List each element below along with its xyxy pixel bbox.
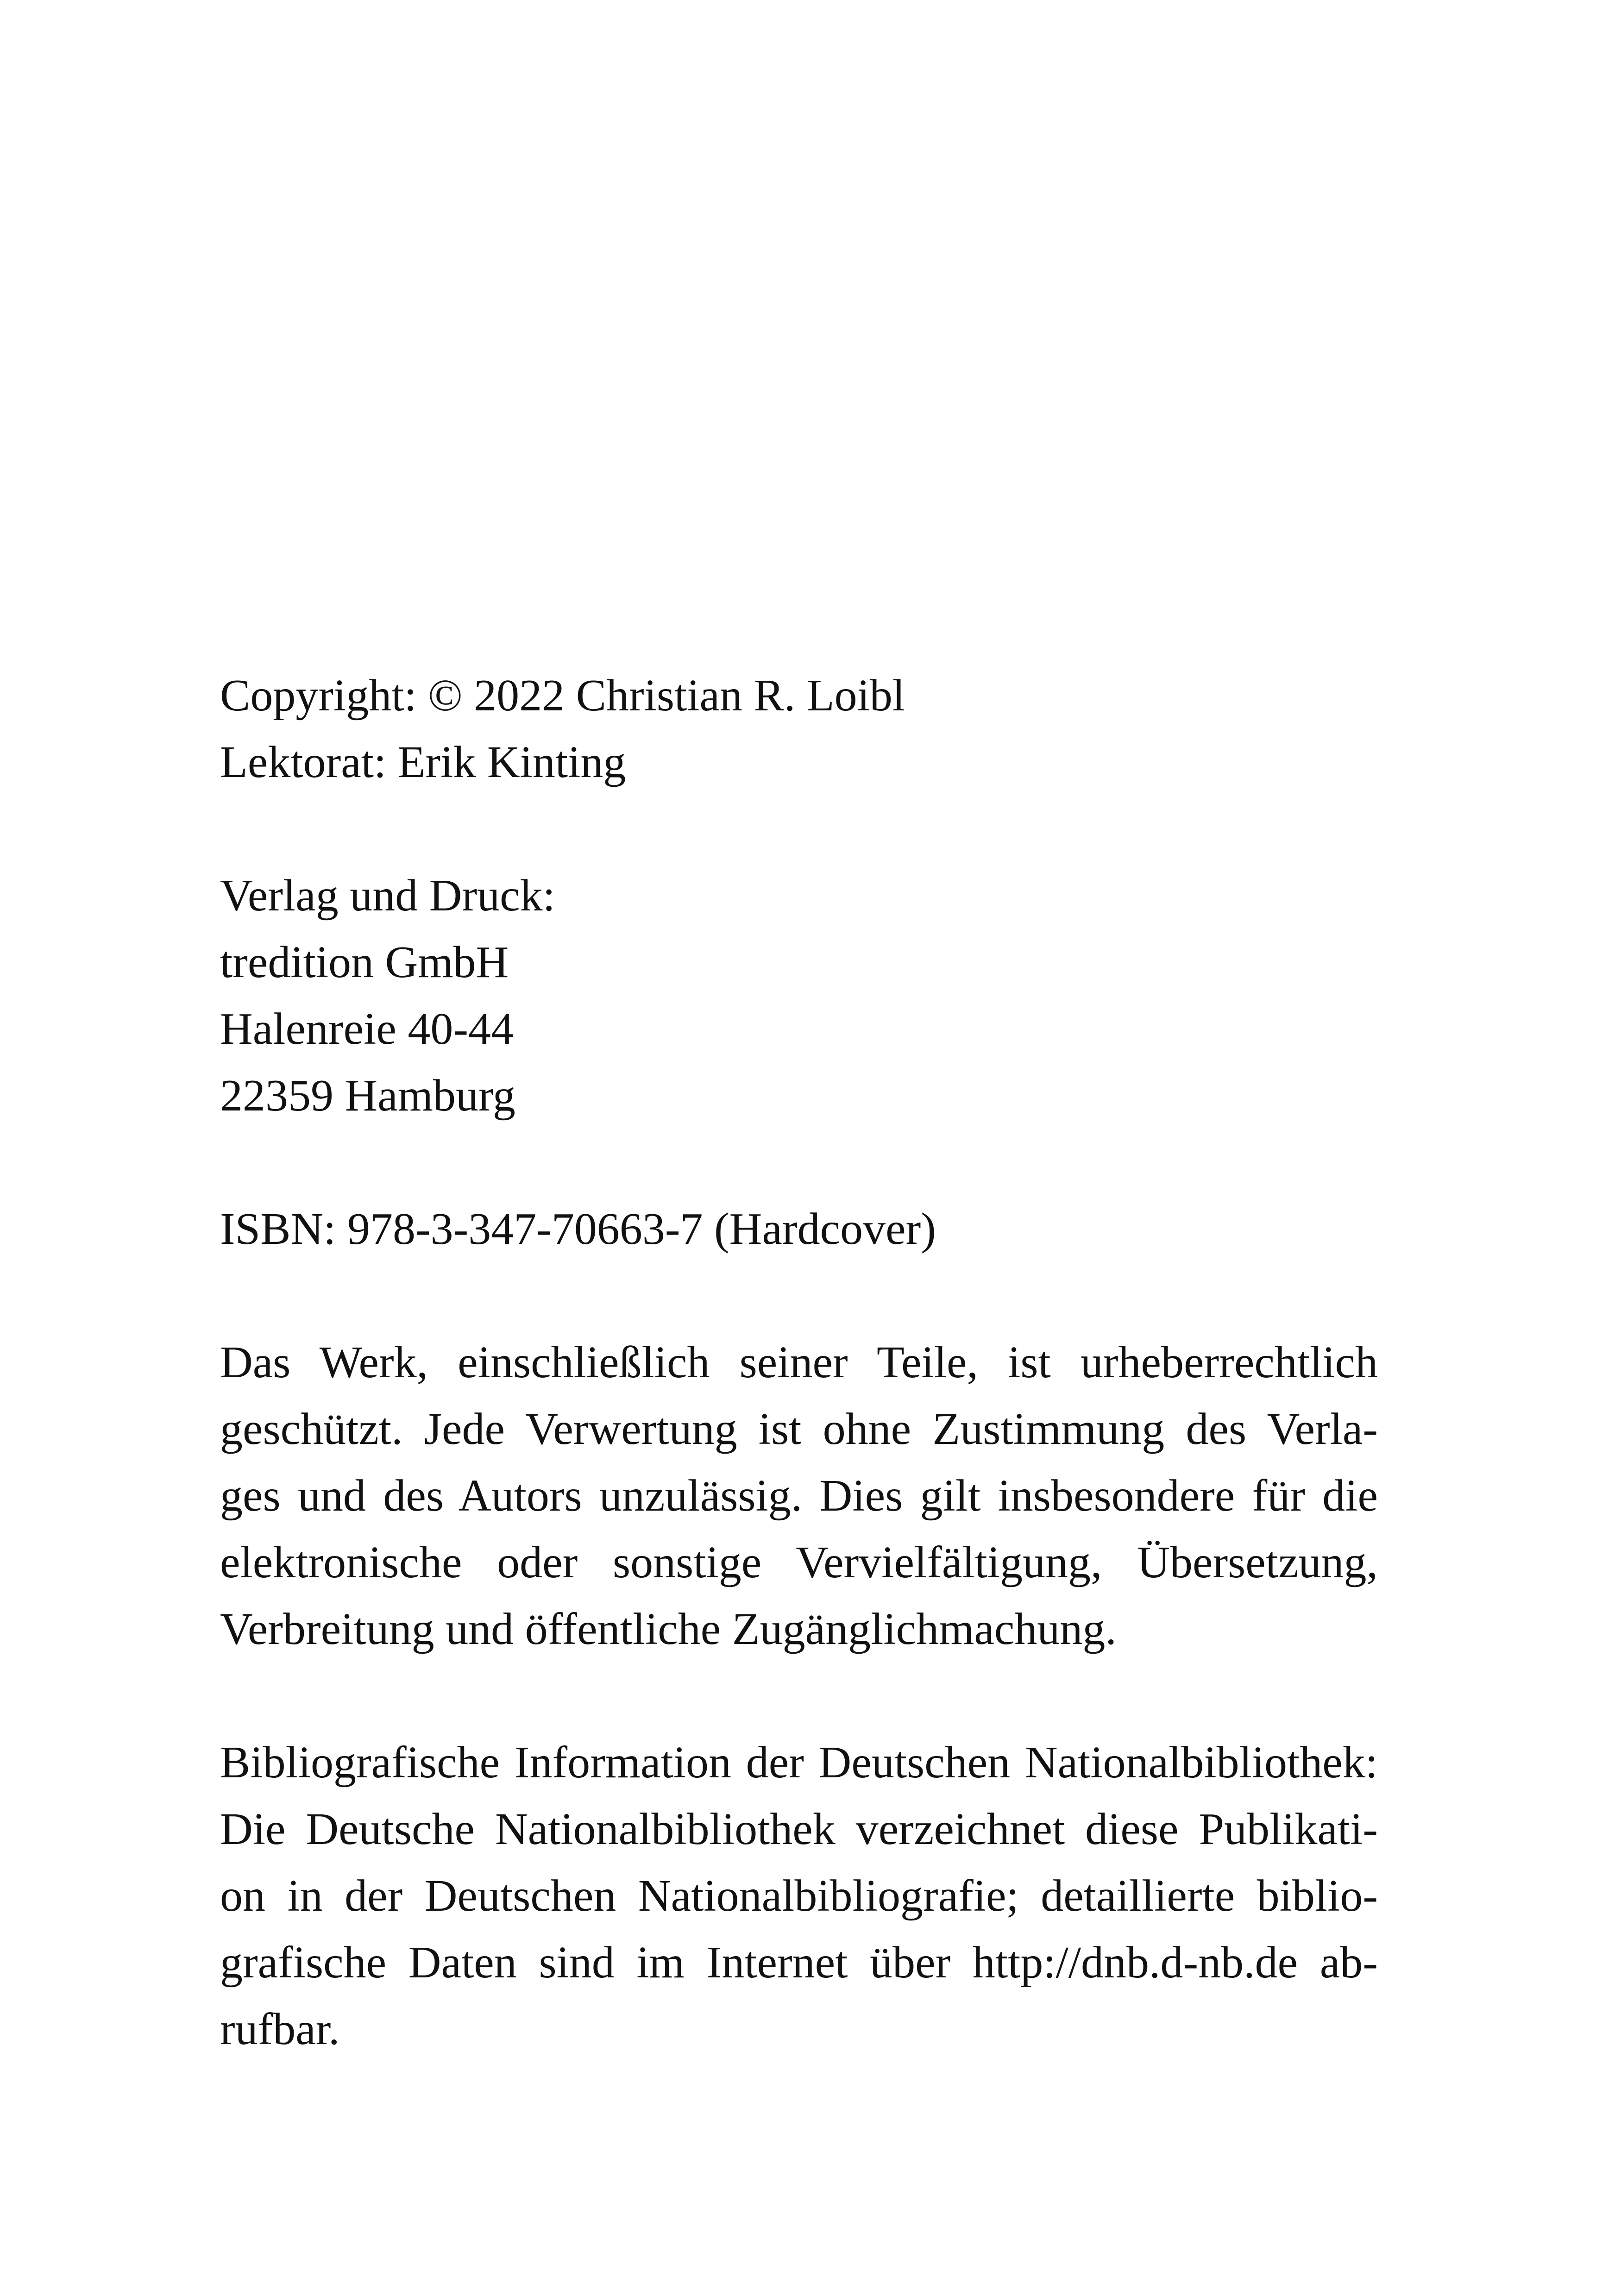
rights-notice-line: Verbreitung und öffentliche Zugänglichmachung. <box>220 1604 1117 1654</box>
bibliographic-info-paragraph <box>220 1729 1378 2063</box>
bibliographic-info-line: rufbar. <box>220 2004 340 2054</box>
isbn-block <box>220 1196 1378 1262</box>
bibliographic-info-line: Bibliografische Information der Deutschen Nationalbibliothek: <box>220 1738 1378 1788</box>
rights-notice-line: elektronische oder sonstige Vervielfältigung, Übersetzung, <box>220 1537 1378 1587</box>
imprint-content <box>220 662 1378 2129</box>
bibliographic-info-line: Die Deutsche Nationalbibliothek verzeichnet diese Publikati- <box>220 1804 1378 1854</box>
rights-notice-paragraph <box>220 1329 1378 1662</box>
copyright-block <box>220 662 1378 796</box>
isbn-line: ISBN: 978-3-347-70663-7 (Hardcover) <box>220 1204 936 1254</box>
rights-notice-line: geschützt. Jede Verwertung ist ohne Zustimmung des Verla- <box>220 1404 1378 1454</box>
publisher-city: 22359 Hamburg <box>220 1071 515 1121</box>
bibliographic-info-line: grafische Daten sind im Internet über http://dnb.d-nb.de ab- <box>220 1938 1378 1988</box>
publisher-block <box>220 862 1378 1129</box>
editor-line: Lektorat: Erik Kinting <box>220 737 626 787</box>
publisher-street: Halenreie 40-44 <box>220 1004 514 1054</box>
copyright-line: Copyright: © 2022 Christian R. Loibl <box>220 671 905 721</box>
bibliographic-info-line: on in der Deutschen Nationalbibliografie; detaillierte biblio- <box>220 1871 1378 1921</box>
publisher-heading: Verlag und Druck: <box>220 871 555 921</box>
publisher-name: tredition GmbH <box>220 937 509 987</box>
rights-notice-line: ges und des Autors unzulässig. Dies gilt insbesondere für die <box>220 1471 1378 1521</box>
rights-notice-line: Das Werk, einschließlich seiner Teile, ist urheberrechtlich <box>220 1337 1378 1387</box>
